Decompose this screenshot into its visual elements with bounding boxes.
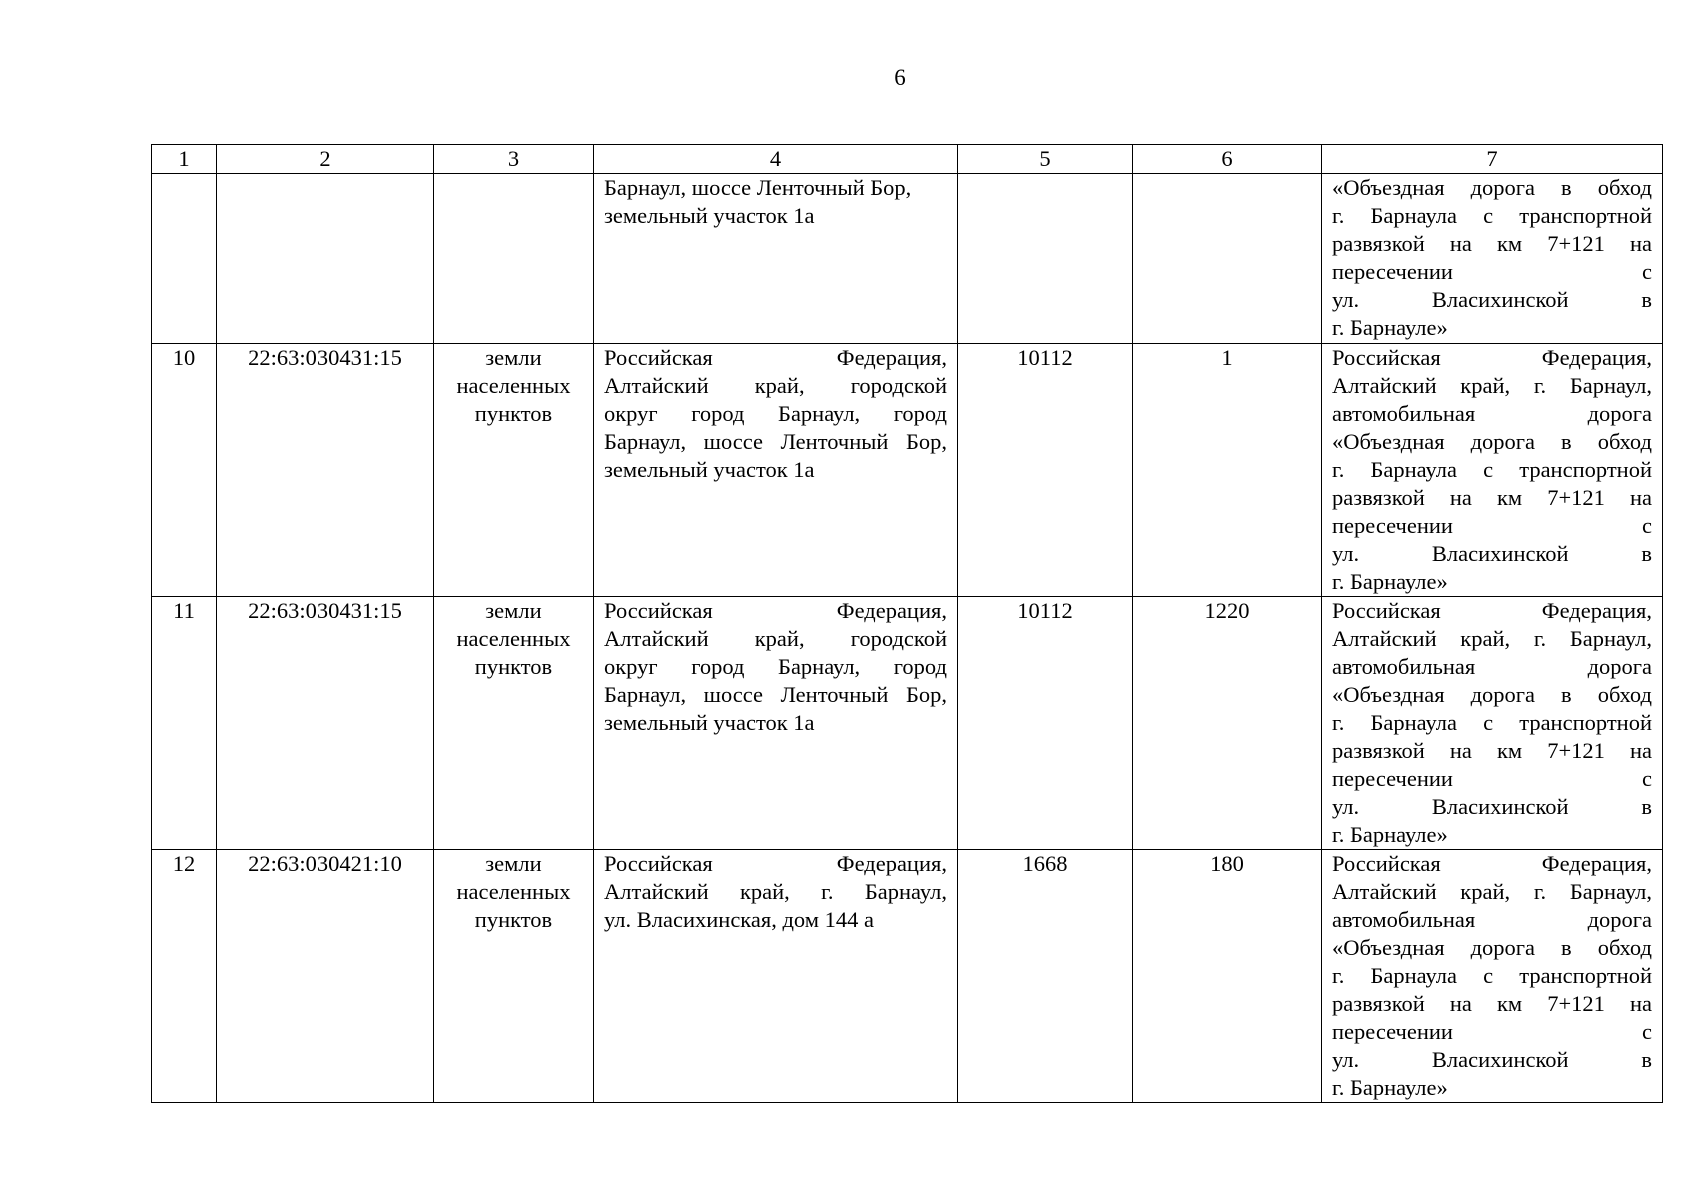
object-line: автомобильная дорога [1332, 401, 1652, 426]
address-line: Российская Федерация, [604, 345, 947, 370]
column-number: 6 [1133, 145, 1322, 174]
column-number: 2 [217, 145, 434, 174]
object-line: автомобильная дорога [1332, 907, 1652, 932]
object-line: развязкой на км 7+121 на [1332, 738, 1652, 763]
land-category-cell [434, 174, 594, 344]
object-line: ул. Власихинской в [1332, 541, 1652, 566]
address-line: Алтайский край, городской [604, 373, 947, 398]
address-line: Алтайский край, городской [604, 626, 947, 651]
object-cell [1322, 174, 1663, 344]
object-line: «Объездная дорога в обход [1332, 175, 1652, 200]
object-line: «Объездная дорога в обход [1332, 429, 1652, 454]
page-number: 6 [894, 65, 906, 90]
table-row [152, 174, 1663, 344]
address-line: округ город Барнаул, город [604, 401, 947, 426]
object-line: г. Барнаула с транспортной [1332, 457, 1652, 482]
object-line: Российская Федерация, [1332, 598, 1652, 623]
area-total-cell: 1668 [958, 850, 1133, 1103]
object-line: автомобильная дорога [1332, 654, 1652, 679]
column-number: 1 [152, 145, 217, 174]
object-line: Российская Федерация, [1332, 345, 1652, 370]
table-row [152, 850, 1663, 1103]
address-line: Алтайский край, г. Барнаул, [604, 879, 947, 904]
address-line: Барнаул, шоссе Ленточный Бор, [604, 429, 947, 454]
object-line: Алтайский край, г. Барнаул, [1332, 373, 1652, 398]
object-line: г. Барнауле» [1332, 315, 1448, 340]
object-line: развязкой на км 7+121 на [1332, 485, 1652, 510]
table-row [152, 597, 1663, 850]
object-line: Алтайский край, г. Барнаул, [1332, 879, 1652, 904]
column-number: 5 [958, 145, 1133, 174]
row-number-cell: 10 [152, 344, 217, 597]
address-line: Российская Федерация, [604, 598, 947, 623]
object-line: развязкой на км 7+121 на [1332, 231, 1652, 256]
address-line: Барнаул, шоссе Ленточный Бор, [604, 682, 947, 707]
object-line: ул. Власихинской в [1332, 794, 1652, 819]
object-line: пересечении с [1332, 766, 1652, 791]
object-line: г. Барнаула с транспортной [1332, 203, 1652, 228]
area-total-cell: 10112 [958, 344, 1133, 597]
address-line: земельный участок 1а [604, 710, 815, 735]
object-line: ул. Власихинской в [1332, 1047, 1652, 1072]
address-cell [594, 174, 958, 344]
land-category-cell: земли населенных пунктов [434, 344, 594, 597]
row-number-cell: 12 [152, 850, 217, 1103]
object-line: г. Барнауле» [1332, 1075, 1448, 1100]
address-cell [594, 597, 958, 850]
object-line: Российская Федерация, [1332, 851, 1652, 876]
object-line: г. Барнаула с транспортной [1332, 710, 1652, 735]
object-line: пересечении с [1332, 259, 1652, 284]
row-number-cell: 11 [152, 597, 217, 850]
object-line: Алтайский край, г. Барнаул, [1332, 626, 1652, 651]
area-total-cell: 10112 [958, 597, 1133, 850]
address-line: земельный участок 1а [604, 457, 815, 482]
column-number-row [152, 145, 1663, 174]
address-line: земельный участок 1а [604, 203, 815, 228]
area-part-cell: 1 [1133, 344, 1322, 597]
object-line: пересечении с [1332, 513, 1652, 538]
object-cell [1322, 597, 1663, 850]
column-number: 3 [434, 145, 594, 174]
address-cell [594, 850, 958, 1103]
cadastral-number-cell: 22:63:030431:15 [217, 344, 434, 597]
object-cell [1322, 344, 1663, 597]
object-line: «Объездная дорога в обход [1332, 682, 1652, 707]
object-line: г. Барнаула с транспортной [1332, 963, 1652, 988]
object-line: г. Барнауле» [1332, 569, 1448, 594]
address-line: Российская Федерация, [604, 851, 947, 876]
object-line: г. Барнауле» [1332, 822, 1448, 847]
address-line: Барнаул, шоссе Ленточный Бор, [604, 175, 912, 200]
area-total-cell [958, 174, 1133, 344]
area-part-cell: 180 [1133, 850, 1322, 1103]
area-part-cell: 1220 [1133, 597, 1322, 850]
land-category-cell: земли населенных пунктов [434, 850, 594, 1103]
land-plots-table [151, 144, 1663, 1103]
area-part-cell [1133, 174, 1322, 344]
cadastral-number-cell: 22:63:030421:10 [217, 850, 434, 1103]
object-cell [1322, 850, 1663, 1103]
column-number: 4 [594, 145, 958, 174]
row-number-cell [152, 174, 217, 344]
object-line: пересечении с [1332, 1019, 1652, 1044]
table-row [152, 344, 1663, 597]
cadastral-number-cell [217, 174, 434, 344]
address-line: округ город Барнаул, город [604, 654, 947, 679]
address-cell [594, 344, 958, 597]
object-line: ул. Власихинской в [1332, 287, 1652, 312]
object-line: «Объездная дорога в обход [1332, 935, 1652, 960]
cadastral-number-cell: 22:63:030431:15 [217, 597, 434, 850]
land-category-cell: земли населенных пунктов [434, 597, 594, 850]
object-line: развязкой на км 7+121 на [1332, 991, 1652, 1016]
address-line: ул. Власихинская, дом 144 а [604, 907, 874, 932]
column-number: 7 [1322, 145, 1663, 174]
